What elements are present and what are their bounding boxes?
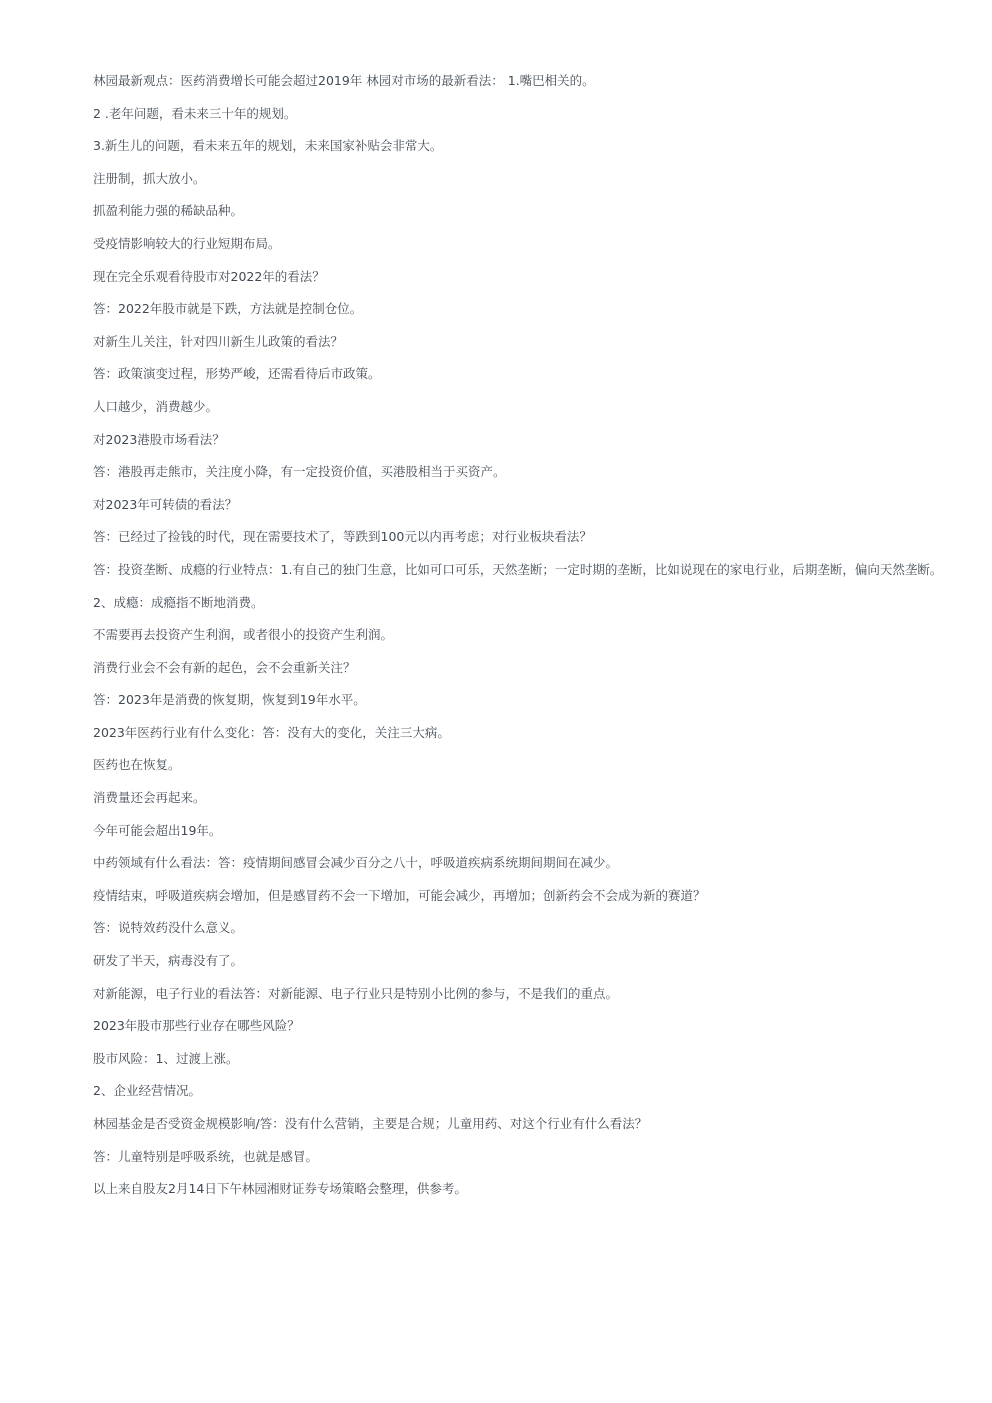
paragraph-20: 答：2023年是消费的恢复期，恢复到19年水平。	[93, 692, 366, 708]
paragraph-24: 今年可能会超出19年。	[93, 822, 222, 838]
paragraph-27: 答：说特效药没什么意义。	[93, 920, 244, 936]
paragraph-15: 答：已经过了捡钱的时代，现在需要技术了，等跌到100元以内再考虑；对行业板块看法？	[93, 529, 592, 545]
paragraph-4: 注册制，抓大放小。	[93, 170, 206, 186]
paragraph-17: 2、成瘾：成瘾指不断地消费。	[93, 594, 264, 610]
paragraph-25: 中药领域有什么看法：答：疫情期间感冒会减少百分之八十，呼吸道疾病系统期间期间在减少。	[93, 855, 619, 871]
paragraph-3: 3.新生儿的问题，看未来五年的规划，未来国家补贴会非常大。	[93, 138, 443, 154]
paragraph-23: 消费量还会再起来。	[93, 790, 206, 806]
paragraph-30: 2023年股市那些行业存在哪些风险？	[93, 1018, 300, 1034]
paragraph-16: 答：投资垄断、成瘾的行业特点：1.有自己的独门生意，比如可口可乐，天然垄断；一定时期的垄断，比如说现在的家电行业，后期垄断，偏向天然垄断。	[93, 561, 943, 577]
paragraph-19: 消费行业会不会有新的起色，会不会重新关注？	[93, 659, 356, 675]
paragraph-29: 对新能源，电子行业的看法答：对新能源、电子行业只是特别小比例的参与，不是我们的重点。	[93, 985, 619, 1001]
paragraph-9: 对新生儿关注，针对四川新生儿政策的看法？	[93, 333, 344, 349]
paragraph-32: 2、企业经营情况。	[93, 1083, 201, 1099]
paragraph-26: 疫情结束，呼吸道疾病会增加，但是感冒药不会一下增加，可能会减少，再增加；创新药会不会成为新的赛道？	[93, 887, 706, 903]
paragraph-1: 林园最新观点：医药消费增长可能会超过2019年 林园对市场的最新看法： 1.嘴巴相关的。	[93, 73, 595, 88]
paragraph-5: 抓盈利能力强的稀缺品种。	[93, 203, 244, 219]
paragraph-13: 答：港股再走熊市，关注度小降，有一定投资价值，买港股相当于买资产。	[93, 464, 506, 480]
paragraph-10: 答：政策演变过程，形势严峻，还需看待后市政策。	[93, 366, 381, 382]
paragraph-33: 林园基金是否受资金规模影响/答：没有什么营销，主要是合规；儿童用药、对这个行业有什么看法？	[93, 1116, 648, 1131]
document-body	[93, 70, 945, 1211]
paragraph-18: 不需要再去投资产生利润，或者很小的投资产生利润。	[93, 627, 394, 643]
paragraph-22: 医药也在恢复。	[93, 757, 181, 773]
paragraph-28: 研发了半天，病毒没有了。	[93, 953, 244, 969]
paragraph-11: 人口越少，消费越少。	[93, 398, 219, 414]
paragraph-34: 答：儿童特别是呼吸系统，也就是感冒。	[93, 1148, 319, 1164]
paragraph-12: 对2023港股市场看法？	[93, 431, 225, 447]
paragraph-7: 现在完全乐观看待股市对2022年的看法？	[93, 268, 325, 284]
paragraph-31: 股市风险：1、过渡上涨。	[93, 1050, 239, 1066]
paragraph-2: 2 .老年问题，看未来三十年的规划。	[93, 105, 297, 121]
paragraph-6: 受疫情影响较大的行业短期布局。	[93, 235, 281, 251]
paragraph-35: 以上来自股友2月14日下午林园湘财证券专场策略会整理，供参考。	[93, 1181, 467, 1197]
paragraph-8: 答：2022年股市就是下跌，方法就是控制仓位。	[93, 301, 363, 317]
paragraph-14: 对2023年可转债的看法？	[93, 496, 238, 512]
paragraph-21: 2023年医药行业有什么变化：答：没有大的变化，关注三大病。	[93, 724, 450, 740]
